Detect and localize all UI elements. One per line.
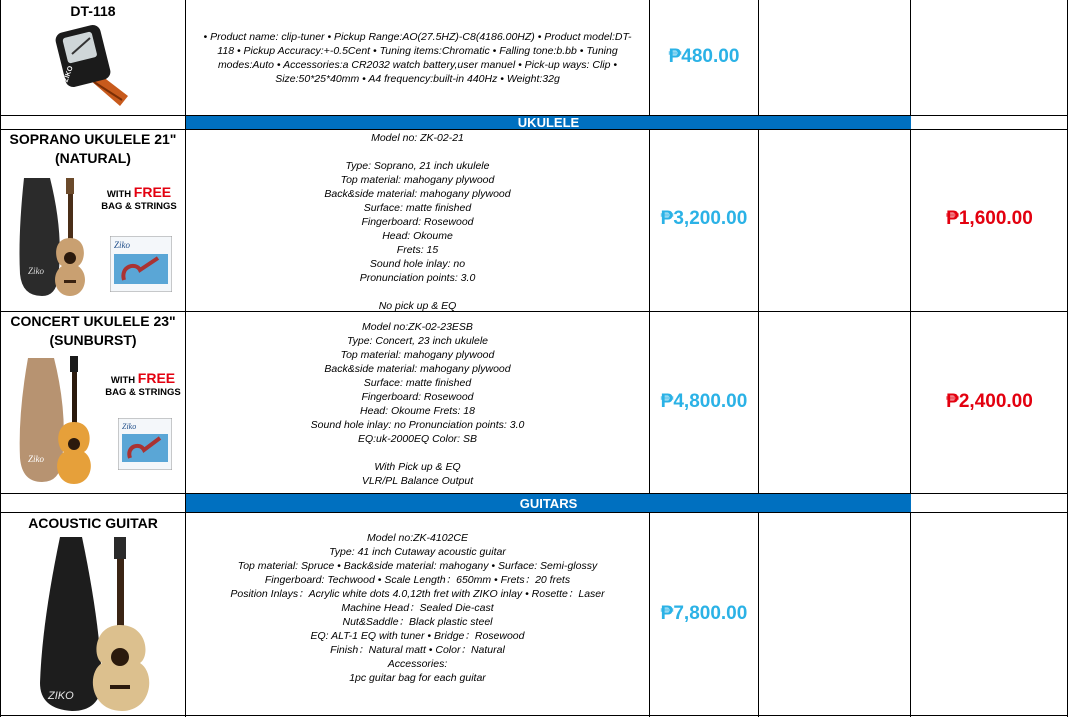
headstock: [114, 537, 126, 559]
soprano-strings-pack-image: [110, 236, 172, 292]
description-line: Pronunciation points: 3.0: [359, 272, 476, 284]
description-line: Finish：Natural matt • Color：Natural: [330, 644, 505, 656]
description-line: 118 • Pickup Accuracy:+-0.5Cent • Tuning items:Chromatic • Falling tone:b.bb • Tuning: [217, 45, 618, 57]
neck: [68, 194, 73, 242]
grid-row-line: [0, 715, 1068, 716]
bridge: [110, 685, 130, 689]
section-band-guitars: [186, 494, 911, 512]
section-title-ukulele: UKULELE: [517, 115, 580, 130]
soprano-price: ₱3,200.00: [660, 208, 748, 229]
description-line: Sound hole inlay: no Pronunciation points: 3.0: [310, 419, 525, 431]
grid-col-line: [1067, 0, 1068, 717]
grid-col-line: [0, 0, 1, 717]
acoustic-name: ACOUSTIC GUITAR: [28, 515, 158, 531]
gig-bag-logo: Ziko: [28, 454, 45, 464]
description-line: Accessories:: [387, 658, 448, 670]
guitar-body: [93, 625, 149, 711]
section-title-guitars: GUITARS: [519, 496, 578, 511]
soprano-description: [186, 131, 649, 313]
soprano-bag-strings-label: BAG & STRINGS: [101, 201, 177, 212]
concert-free-badge: [104, 372, 182, 399]
acoustic-description: [186, 531, 649, 685]
concert-ukulele-image: [14, 354, 98, 486]
concert-free-label: FREE: [137, 370, 176, 386]
description-line: EQ:uk-2000EQ Color: SB: [357, 433, 478, 445]
soprano-with-label: WITH: [106, 189, 132, 200]
description-line: Surface: matte finished: [363, 202, 472, 214]
grid-col-line: [910, 0, 911, 717]
description-line: Surface: matte finished: [363, 377, 472, 389]
description-line: Machine Head：Sealed Die-cast: [341, 602, 494, 614]
acoustic-price: ₱7,800.00: [660, 603, 748, 624]
description-line: [186, 145, 649, 159]
strings-pack-logo: Ziko: [114, 240, 131, 250]
description-line: VLR/PL Balance Output: [361, 475, 474, 487]
tuner-price: ₱480.00: [668, 46, 740, 67]
sound-hole: [64, 252, 76, 264]
description-line: Sound hole inlay: no: [369, 258, 466, 270]
concert-strings-pack-image: [118, 418, 172, 470]
description-line: EQ: ALT-1 EQ with tuner • Bridge：Rosewood: [310, 630, 525, 642]
description-line: modes:Auto • Accessories:a CR2032 watch battery,user manuel • Pick-up ways: Clip •: [217, 59, 618, 71]
description-line: Top material: Spruce • Back&side material: mahogany • Surface: Semi-glossy: [237, 560, 598, 572]
grid-col-line: [758, 0, 759, 717]
concert-name: [1, 312, 185, 350]
tuner-logo-text: ZIKO: [62, 65, 75, 84]
headstock: [66, 178, 74, 194]
concert-bag-strings-label: BAG & STRINGS: [105, 387, 181, 398]
concert-price: ₱4,800.00: [660, 391, 748, 412]
sound-hole: [111, 648, 129, 666]
description-line: • Product name: clip-tuner • Pickup Range:AO(27.5HZ)-C8(4186.00HZ) • Product model:DT-: [203, 31, 632, 43]
concert-sale-price: ₱2,400.00: [946, 391, 1033, 412]
description-line: Model no: ZK-02-21: [371, 132, 464, 144]
soprano-sale-price: ₱1,600.00: [946, 208, 1033, 229]
description-line: Model no:ZK-4102CE: [367, 532, 468, 544]
soprano-free-badge: [100, 186, 178, 213]
description-line: Fingerboard: Rosewood: [361, 216, 474, 228]
description-line: With Pick up & EQ: [374, 461, 461, 473]
neck: [72, 372, 77, 426]
concert-with-label: WITH: [110, 375, 136, 386]
strings-pack-logo: Ziko: [122, 422, 137, 431]
description-line: Head: Okoume Frets: 18: [360, 405, 475, 417]
description-line: 1pc guitar bag for each guitar: [349, 672, 486, 684]
description-line: [186, 446, 649, 460]
ukulele-body: [55, 238, 85, 296]
soprano-name-line1: SOPRANO UKULELE 21": [9, 131, 177, 147]
description-line: Type: Concert, 23 inch ukulele: [346, 335, 489, 347]
description-line: Top material: mahogany plywood: [340, 174, 495, 186]
description-line: [186, 285, 649, 299]
description-line: Fingerboard: Techwood • Scale Length：650mm • Frets：20 frets: [264, 574, 571, 586]
bridge: [64, 280, 76, 283]
headstock: [70, 356, 78, 372]
soprano-name-line2: (NATURAL): [55, 150, 131, 166]
description-line: No pick up & EQ: [378, 300, 457, 312]
description-line: Size:50*25*40mm • A4 frequency:built-in 440Hz • Weight:32g: [275, 73, 560, 85]
description-line: Model no:ZK-02-23ESB: [362, 321, 473, 333]
section-band-ukulele: [186, 116, 911, 129]
description-line: Back&side material: mahogany plywood: [324, 363, 511, 375]
description-line: Type: 41 inch Cutaway acoustic guitar: [329, 546, 506, 558]
concert-name-line1: CONCERT UKULELE 23": [10, 313, 176, 329]
description-line: Head: Okoume: [382, 230, 453, 242]
acoustic-guitar-image: [30, 533, 156, 713]
concert-description: [186, 320, 649, 488]
gig-bag-shape: [40, 537, 102, 711]
tuner-description: [186, 30, 649, 86]
description-line: Nut&Saddle：Black plastic steel: [342, 616, 493, 628]
tuner-name: DT-118: [70, 3, 116, 19]
description-line: Top material: mahogany plywood: [340, 349, 495, 361]
soprano-free-label: FREE: [133, 184, 172, 200]
concert-name-line2: (SUNBURST): [49, 332, 137, 348]
gig-bag-logo: Ziko: [28, 266, 45, 276]
soprano-ukulele-image: [12, 174, 96, 300]
gig-bag-shape: [20, 178, 60, 296]
gig-bag-logo: ZIKO: [48, 690, 74, 702]
neck: [117, 559, 124, 629]
description-line: Back&side material: mahogany plywood: [324, 188, 511, 200]
sound-hole: [68, 438, 80, 450]
description-line: Position Inlays：Acrylic white dots 4.0,12th fret with ZIKO inlay • Rosette：Laser: [230, 588, 605, 600]
description-line: Type: Soprano, 21 inch ukulele: [345, 160, 490, 172]
description-line: Frets: 15: [396, 244, 439, 256]
soprano-name: [1, 130, 185, 168]
description-line: Fingerboard: Rosewood: [361, 391, 474, 403]
clip-tuner-image: [50, 22, 134, 110]
